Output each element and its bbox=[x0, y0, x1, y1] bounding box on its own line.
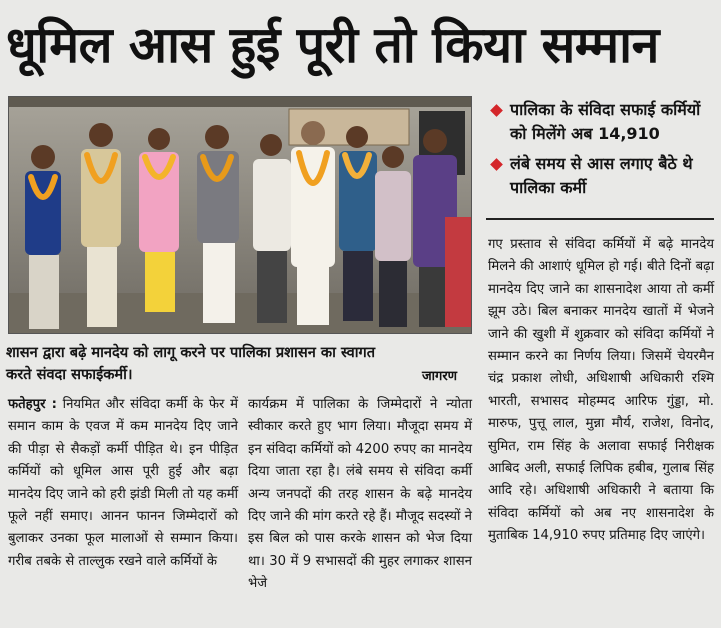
headline: धूमिल आस हुई पूरी तो किया सम्मान bbox=[6, 16, 659, 74]
article-column-2: कार्यक्रम में पालिका के जिम्मेदारों ने न्योता स्वीकार करते हुए भाग लिया। मौजूदा समय में इन संविदा कर्मियों को 4200 रुपए का मानदेय दिया जाता रहा है। लंबे समय से संविदा कर्मी अन्य जनपदों की तरह शासन के बढ़े मानदेय दिए जाने की मांग करते रहे हैं। मौजूद सदस्यों ने इस बिल को पास करके शासन को भेज दिया था। 30 में 9 सभासदों की मुहर लगाकर शासन भेजे bbox=[248, 397, 472, 592]
photo-credit: जागरण bbox=[422, 369, 458, 384]
highlight-bullets bbox=[486, 98, 716, 206]
group-photo-illustration bbox=[9, 97, 471, 333]
bullet-text: पालिका के संविदा सफाई कर्मियों को मिलेंगे अब 14,910 bbox=[510, 100, 701, 143]
bullet-item bbox=[486, 152, 716, 200]
bullets-divider bbox=[486, 218, 714, 220]
article-column-1 bbox=[8, 394, 238, 573]
article-column-1-text: नियमित और संविदा कर्मी के फेर में समान काम के एवज में कम मानदेय दिए जाने की पीड़ा से सैकड़ों कर्मी पीड़ित थे। इन पीड़ित कर्मियों को धूमिल आस पूरी हुई और बढ़ा मानदेय दिए जाने को हरी झंडी मिली तो यह कर्मी फूले नहीं समाए। आनन फानन जिम्मेदारों को बुलाकर उनका फूल मालाओं से सम्मान किया। गरीब तबके से ताल्लुक रखने वाले कर्मियों के bbox=[8, 397, 239, 569]
dateline: फतेहपुर : bbox=[8, 397, 57, 412]
bullet-item bbox=[486, 98, 716, 146]
article-column-3: गए प्रस्ताव से संविदा कर्मियों में बढ़े मानदेय मिलने की आशाएं धूमिल हो गई। बीते दिनों बढ़ा मानदेय दिए जाने का शासनादेश आया तो कर्मी झूम उठे। बिल बनाकर मानदेय खातों में भेजने जाने की खुशी में शुक्रवार को संविदा कर्मियों ने सम्मान करने का निर्णय लिया। जिसमें चेयरमैन चंद्र प्रकाश लोधी, अधिशाषी अधिकारी रश्मि भारती, सभासद मोहम्मद आरिफ गुंड्डा, मो. मारुफ, पुत्तू लाल, मुन्ना मौर्य, राजेश, विनोद, सुमित, राम सिंह के अलावा सफाई निरीक्षक आबिद अली, सफाई लिपिक हबीब, गुलाब सिंह आदि रहे। अधिशाषी अधिकारी ने बताया कि संविदा कर्मियों को अब नए शासनादेश के मुताबिक 14,910 रुपए प्रतिमाह दिए जाएंगे। bbox=[488, 237, 714, 544]
diamond-bullet-icon bbox=[490, 158, 503, 171]
photo-caption bbox=[6, 342, 470, 386]
group-photo bbox=[8, 96, 472, 334]
caption-line-1: शासन द्वारा बढ़े मानदेय को लागू करने पर पालिका प्रशासन का स्वागत bbox=[6, 344, 376, 361]
diamond-bullet-icon bbox=[490, 104, 503, 117]
caption-line-2: करते संवदा सफाईकर्मी। bbox=[6, 366, 133, 383]
bullet-text: लंबे समय से आस लगाए बैठे थे पालिका कर्मी bbox=[510, 154, 693, 197]
